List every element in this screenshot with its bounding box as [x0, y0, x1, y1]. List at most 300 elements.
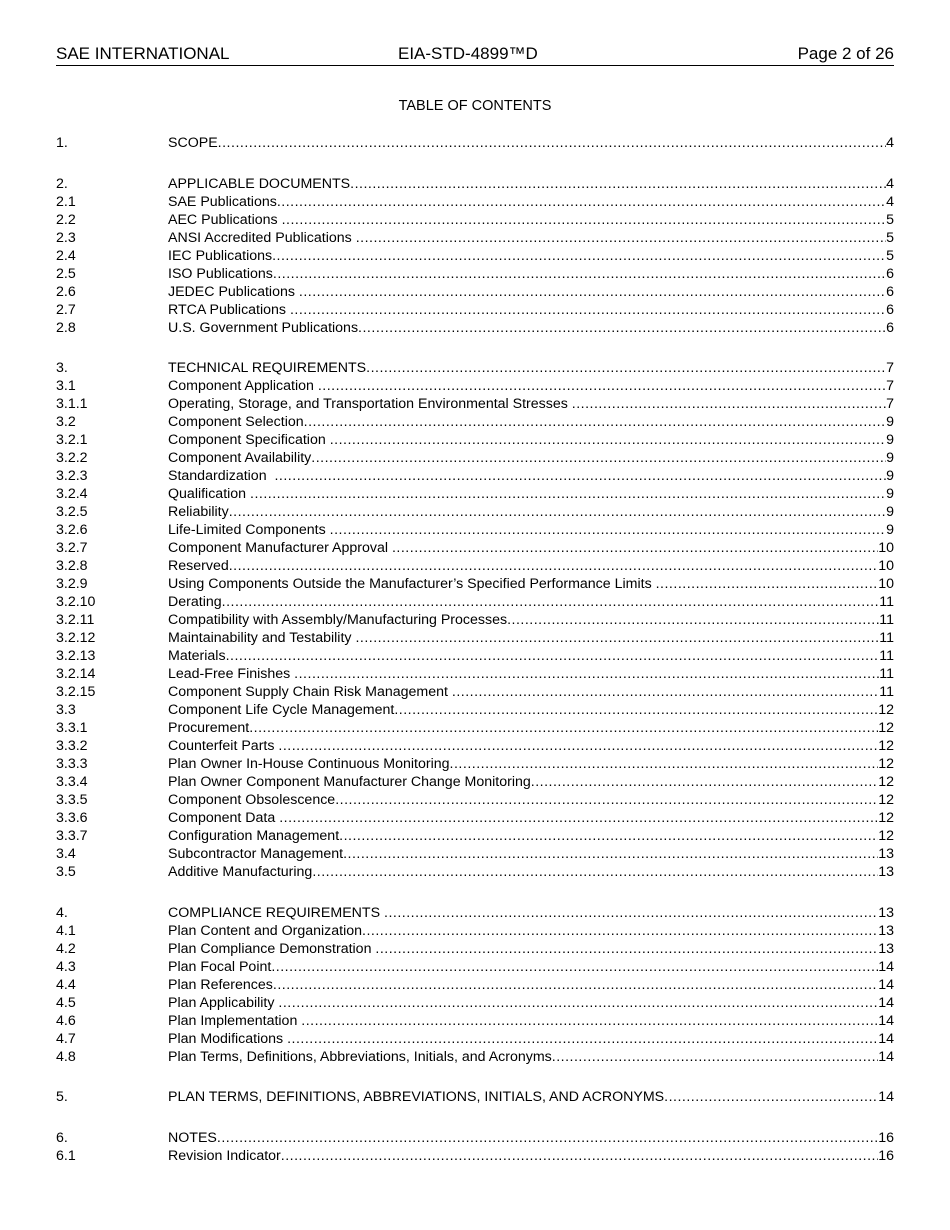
toc-entry-page: 13 [878, 904, 894, 921]
header-document-id: EIA-STD-4899™D [398, 44, 538, 63]
toc-entry-number: 2.6 [56, 283, 76, 300]
toc-dot-leader [311, 449, 886, 467]
toc-entry-title: AEC Publications [168, 211, 282, 228]
toc-entry-number: 3.5 [56, 864, 76, 880]
toc-dot-leader [362, 922, 878, 940]
toc-dot-leader [290, 301, 886, 319]
toc-entry-number: 2.1 [56, 193, 76, 210]
toc-dot-leader [394, 701, 878, 719]
toc-entry-line [168, 431, 894, 449]
toc-dot-leader [552, 1048, 878, 1066]
toc-entry-page: 13 [878, 922, 894, 939]
toc-entry-line [168, 719, 894, 737]
toc-dot-leader [366, 359, 886, 377]
toc-entry-number: 3.2.13 [56, 648, 96, 664]
toc-entry-title: Derating [168, 594, 222, 610]
toc-entry-number: 2.5 [56, 265, 76, 282]
toc-entry-number: 3.2.15 [56, 684, 96, 700]
toc-entry-line [168, 539, 894, 557]
toc-entry-number: 3.2.12 [56, 630, 96, 646]
toc-entry-line [168, 958, 894, 976]
toc-entry-line [168, 134, 894, 152]
toc-entry-title: Plan Implementation [168, 1012, 302, 1029]
toc-entry-number: 6.1 [56, 1147, 76, 1164]
toc-entry-number: 3. [56, 360, 68, 376]
toc-entry-title: Subcontractor Management [168, 846, 344, 862]
toc-entry-page: 12 [878, 828, 894, 844]
toc-entry-title: IEC Publications [168, 247, 273, 264]
toc-entry-title: TECHNICAL REQUIREMENTS [168, 360, 367, 376]
toc-dot-leader [318, 377, 886, 395]
toc-dot-leader [330, 521, 886, 539]
toc-entry [56, 319, 894, 337]
toc-dot-leader [384, 904, 878, 922]
toc-dot-leader [281, 1147, 878, 1165]
toc-entry-page: 5 [886, 229, 894, 246]
toc-dot-leader [279, 809, 878, 827]
toc-dot-leader [335, 791, 878, 809]
toc-entry-page: 9 [886, 432, 894, 448]
toc-entry-line [168, 211, 894, 229]
toc-entry-line [168, 904, 894, 922]
toc-dot-leader [355, 629, 879, 647]
toc-entry-line [168, 773, 894, 791]
toc-entry-number: 3.2.11 [56, 612, 95, 628]
toc-entry-line [168, 193, 894, 211]
toc-entry-page: 11 [879, 612, 894, 628]
toc-entry-line [168, 301, 894, 319]
toc-entry-line [168, 503, 894, 521]
toc-entry-page: 9 [886, 414, 894, 430]
toc-entry-number: 4.7 [56, 1030, 76, 1047]
toc-entry-page: 7 [886, 360, 894, 376]
toc-entry [56, 683, 894, 701]
toc-dot-leader [656, 575, 879, 593]
toc-entry-line [168, 976, 894, 994]
toc-entry [56, 994, 894, 1012]
toc-entry [56, 701, 894, 719]
toc-entry-line [168, 557, 894, 575]
toc-entry-number: 3.3.7 [56, 828, 88, 844]
toc-entry-title: U.S. Government Publications [168, 319, 359, 336]
toc-entry-title: COMPLIANCE REQUIREMENTS [168, 904, 384, 921]
toc-entry-line [168, 1048, 894, 1066]
toc-entry-line [168, 1030, 894, 1048]
toc-entry-number: 3.2 [56, 414, 76, 430]
toc-entry-page: 14 [878, 994, 894, 1011]
toc-entry-page: 9 [886, 522, 894, 538]
toc-entry-page: 4 [886, 175, 894, 192]
toc-entry [56, 265, 894, 283]
toc-entry-line [168, 265, 894, 283]
toc-dot-leader [392, 539, 878, 557]
toc-entry-page: 12 [878, 810, 894, 826]
toc-entry-number: 4.3 [56, 958, 76, 975]
toc-entry-title: Plan Modifications [168, 1030, 288, 1047]
toc-entry-line [168, 229, 894, 247]
toc-dot-leader [278, 737, 878, 755]
toc-entry-page: 12 [878, 792, 894, 808]
toc-entry-line [168, 377, 894, 395]
toc-dot-leader [273, 265, 886, 283]
toc-entry [56, 719, 894, 737]
toc-entry [56, 1129, 894, 1147]
toc-entry [56, 211, 894, 229]
toc-entry-title: ISO Publications [168, 265, 273, 282]
table-of-contents [56, 134, 894, 1165]
toc-entry-line [168, 593, 894, 611]
toc-entry-page: 4 [886, 135, 894, 151]
toc-entry-line [168, 863, 894, 881]
toc-entry [56, 629, 894, 647]
toc-entry [56, 863, 894, 881]
toc-entry-number: 4.2 [56, 940, 76, 957]
toc-entry-line [168, 611, 894, 629]
toc-entry-page: 11 [879, 594, 894, 610]
toc-entry-title: Plan Focal Point [168, 958, 272, 975]
toc-entry-title: Component Life Cycle Management [168, 702, 395, 718]
toc-dot-leader [664, 1088, 878, 1106]
toc-entry-number: 4. [56, 904, 68, 921]
toc-entry-title: Plan Owner Component Manufacturer Change Monitoring [168, 774, 531, 790]
toc-entry-line [168, 940, 894, 958]
toc-dot-leader [350, 175, 886, 193]
toc-entry-page: 10 [878, 540, 894, 556]
toc-entry-title: Compatibility with Assembly/Manufacturing Processes [168, 612, 508, 628]
toc-entry-page: 14 [878, 1048, 894, 1065]
toc-entry-number: 2.4 [56, 247, 76, 264]
toc-dot-leader [287, 1030, 878, 1048]
toc-entry-title: Additive Manufacturing [168, 864, 313, 880]
toc-entry-line [168, 1147, 894, 1165]
toc-entry-line [168, 994, 894, 1012]
toc-entry-page: 5 [886, 247, 894, 264]
toc-dot-leader [343, 845, 878, 863]
toc-entry-title: Life-Limited Components [168, 522, 330, 538]
toc-entry-title: Component Application [168, 378, 318, 394]
toc-entry [56, 247, 894, 265]
toc-entry-page: 11 [879, 684, 894, 700]
toc-entry-number: 2.2 [56, 211, 76, 228]
toc-entry-line [168, 791, 894, 809]
toc-dot-leader [304, 413, 886, 431]
toc-entry-line [168, 737, 894, 755]
toc-entry-title: Using Components Outside the Manufacturer’s Specified Performance Limits [168, 576, 656, 592]
toc-dot-leader [217, 1129, 878, 1147]
toc-entry-number: 3.2.7 [56, 540, 88, 556]
toc-entry-title: Component Selection [168, 414, 304, 430]
toc-entry-page: 16 [878, 1129, 894, 1146]
toc-entry-line [168, 665, 894, 683]
toc-entry-title: Plan Owner In-House Continuous Monitoring [168, 756, 450, 772]
toc-entry-page: 9 [886, 468, 894, 484]
toc-entry [56, 611, 894, 629]
toc-entry-number: 2.7 [56, 301, 76, 318]
toc-dot-leader [301, 1012, 878, 1030]
toc-dot-leader [358, 319, 886, 337]
toc-entry-number: 3.2.4 [56, 486, 88, 502]
toc-entry-title: Lead-Free Finishes [168, 666, 295, 682]
page-header [56, 44, 894, 66]
toc-entry-number: 3.3.3 [56, 756, 88, 772]
toc-entry [56, 827, 894, 845]
toc-entry [56, 301, 894, 319]
toc-entry-line [168, 283, 894, 301]
toc-entry-page: 12 [878, 720, 894, 736]
toc-entry [56, 755, 894, 773]
toc-dot-leader [294, 665, 879, 683]
toc-entry-page: 5 [886, 211, 894, 228]
toc-entry-page: 6 [886, 283, 894, 300]
toc-entry-number: 3.2.8 [56, 558, 88, 574]
toc-dot-leader [452, 683, 879, 701]
toc-entry-title: Materials [168, 648, 226, 664]
toc-dot-leader [271, 958, 878, 976]
toc-entry-page: 6 [886, 301, 894, 318]
toc-dot-leader [218, 134, 886, 152]
toc-entry [56, 593, 894, 611]
toc-entry [56, 845, 894, 863]
toc-entry [56, 229, 894, 247]
toc-entry-page: 14 [878, 1089, 894, 1105]
toc-entry-title: Configuration Management [168, 828, 340, 844]
toc-entry-page: 13 [878, 864, 894, 880]
toc-entry-number: 3.2.2 [56, 450, 88, 466]
toc-entry [56, 359, 894, 377]
toc-entry [56, 134, 894, 152]
toc-entry-line [168, 1012, 894, 1030]
toc-entry-title: JEDEC Publications [168, 283, 299, 300]
toc-entry-number: 3.2.3 [56, 468, 88, 484]
toc-entry-title: RTCA Publications [168, 301, 290, 318]
toc-entry-line [168, 485, 894, 503]
toc-entry-number: 6. [56, 1129, 68, 1146]
toc-entry-page: 9 [886, 486, 894, 502]
toc-entry [56, 503, 894, 521]
toc-entry-title: ANSI Accredited Publications [168, 229, 356, 246]
toc-entry [56, 431, 894, 449]
toc-entry [56, 539, 894, 557]
toc-entry-page: 10 [878, 558, 894, 574]
toc-entry-number: 3.3.4 [56, 774, 88, 790]
toc-entry-line [168, 175, 894, 193]
toc-entry-number: 3.2.5 [56, 504, 88, 520]
toc-dot-leader [277, 193, 886, 211]
toc-entry-number: 3.3.1 [56, 720, 88, 736]
toc-entry-page: 6 [886, 319, 894, 336]
toc-entry [56, 976, 894, 994]
toc-entry-title: Standardization [168, 468, 275, 484]
toc-entry-line [168, 319, 894, 337]
toc-entry-title: Qualification [168, 486, 251, 502]
toc-dot-leader [330, 431, 886, 449]
toc-entry-number: 1. [56, 135, 68, 151]
toc-entry-page: 11 [879, 648, 894, 664]
toc-entry-page: 9 [886, 504, 894, 520]
toc-dot-leader [507, 611, 879, 629]
header-page-number: Page 2 of 26 [797, 44, 894, 63]
toc-entry [56, 449, 894, 467]
toc-entry [56, 175, 894, 193]
toc-entry-number: 3.3.2 [56, 738, 88, 754]
toc-dot-leader [222, 593, 880, 611]
toc-entry-number: 3.2.1 [56, 432, 88, 448]
toc-dot-leader [450, 755, 879, 773]
toc-entry-title: SAE Publications [168, 193, 277, 210]
toc-entry-line [168, 827, 894, 845]
toc-entry [56, 1012, 894, 1030]
toc-entry-number: 3.3.6 [56, 810, 88, 826]
toc-entry-title: Component Specification [168, 432, 330, 448]
toc-entry-page: 9 [886, 450, 894, 466]
toc-entry-title: SCOPE [168, 135, 218, 151]
toc-entry-title: Component Supply Chain Risk Management [168, 684, 452, 700]
toc-dot-leader [229, 557, 878, 575]
toc-dot-leader [375, 940, 878, 958]
toc-entry-number: 3.3 [56, 702, 76, 718]
toc-entry-number: 3.1.1 [56, 396, 88, 412]
toc-entry [56, 557, 894, 575]
toc-entry-page: 14 [878, 1012, 894, 1029]
toc-entry-title: Counterfeit Parts [168, 738, 279, 754]
toc-entry-page: 7 [886, 378, 894, 394]
toc-dot-leader [274, 467, 886, 485]
toc-entry [56, 377, 894, 395]
toc-entry-number: 3.2.9 [56, 576, 88, 592]
toc-entry [56, 1147, 894, 1165]
toc-dot-leader [282, 211, 886, 229]
toc-entry-line [168, 809, 894, 827]
toc-entry-page: 4 [886, 193, 894, 210]
toc-entry-line [168, 413, 894, 431]
toc-entry-title: APPLICABLE DOCUMENTS [168, 175, 351, 192]
toc-entry [56, 467, 894, 485]
toc-entry-number: 3.2.14 [56, 666, 96, 682]
toc-entry [56, 773, 894, 791]
toc-entry [56, 193, 894, 211]
toc-entry-line [168, 359, 894, 377]
toc-entry [56, 575, 894, 593]
toc-entry-line [168, 247, 894, 265]
toc-dot-leader [226, 647, 880, 665]
toc-entry-number: 4.6 [56, 1012, 76, 1029]
toc-entry [56, 521, 894, 539]
toc-entry [56, 1030, 894, 1048]
toc-entry-title: Component Availability [168, 450, 312, 466]
toc-entry-title: Procurement [168, 720, 250, 736]
toc-dot-leader [273, 976, 878, 994]
toc-entry [56, 647, 894, 665]
toc-entry-number: 4.5 [56, 994, 76, 1011]
toc-entry-line [168, 647, 894, 665]
toc-entry-line [168, 683, 894, 701]
toc-entry-page: 14 [878, 976, 894, 993]
toc-entry [56, 665, 894, 683]
toc-entry-line [168, 701, 894, 719]
toc-entry [56, 737, 894, 755]
toc-entry-title: PLAN TERMS, DEFINITIONS, ABBREVIATIONS, INITIALS, AND ACRONYMS [168, 1089, 665, 1105]
toc-entry-number: 4.4 [56, 976, 76, 993]
toc-dot-leader [250, 485, 886, 503]
toc-entry-title: Reserved [168, 558, 229, 574]
toc-dot-leader [572, 395, 886, 413]
toc-entry-line [168, 395, 894, 413]
toc-entry-number: 3.4 [56, 846, 76, 862]
toc-entry-line [168, 845, 894, 863]
toc-entry-number: 5. [56, 1089, 68, 1105]
toc-entry-page: 6 [886, 265, 894, 282]
toc-dot-leader [356, 229, 886, 247]
toc-entry [56, 958, 894, 976]
toc-entry-page: 13 [878, 846, 894, 862]
toc-entry-page: 10 [878, 576, 894, 592]
toc-entry-page: 14 [878, 958, 894, 975]
toc-entry-title: Revision Indicator [168, 1147, 281, 1164]
toc-entry-page: 13 [878, 940, 894, 957]
toc-entry-number: 4.1 [56, 922, 76, 939]
toc-entry-line [168, 575, 894, 593]
toc-entry-page: 11 [879, 630, 894, 646]
toc-entry [56, 395, 894, 413]
toc-entry-title: Plan Applicability [168, 994, 279, 1011]
toc-dot-leader [312, 863, 878, 881]
toc-entry-title: NOTES [168, 1129, 217, 1146]
toc-entry-line [168, 1129, 894, 1147]
toc-dot-leader [272, 247, 886, 265]
toc-entry-page: 12 [878, 738, 894, 754]
toc-entry [56, 283, 894, 301]
toc-entry-number: 3.1 [56, 378, 76, 394]
toc-dot-leader [229, 503, 886, 521]
toc-dot-leader [531, 773, 878, 791]
toc-entry-title: Reliability [168, 504, 229, 520]
toc-entry [56, 940, 894, 958]
toc-entry-title: Plan Terms, Definitions, Abbreviations, Initials, and Acronyms [168, 1048, 552, 1065]
toc-dot-leader [278, 994, 878, 1012]
toc-entry-page: 7 [886, 396, 894, 412]
toc-entry-page: 12 [878, 756, 894, 772]
toc-entry-title: Plan Compliance Demonstration [168, 940, 376, 957]
toc-dot-leader [339, 827, 878, 845]
toc-entry-number: 2.3 [56, 229, 76, 246]
toc-entry-line [168, 922, 894, 940]
toc-dot-leader [299, 283, 886, 301]
toc-entry-page: 14 [878, 1030, 894, 1047]
toc-entry-line [168, 521, 894, 539]
toc-entry-page: 12 [878, 702, 894, 718]
header-organization: SAE INTERNATIONAL [56, 44, 230, 63]
toc-entry-title: Maintainability and Testability [168, 630, 356, 646]
toc-entry-line [168, 755, 894, 773]
toc-entry-title: Plan References [168, 976, 273, 993]
toc-entry-title: Operating, Storage, and Transportation Environmental Stresses [168, 396, 572, 412]
toc-entry [56, 1048, 894, 1066]
toc-entry-number: 2.8 [56, 319, 76, 336]
toc-entry-page: 16 [878, 1147, 894, 1164]
toc-entry [56, 791, 894, 809]
toc-entry-page: 12 [878, 774, 894, 790]
toc-entry [56, 809, 894, 827]
toc-entry-page: 11 [879, 666, 894, 682]
toc-entry-title: Plan Content and Organization [168, 922, 363, 939]
toc-entry-title: Component Obsolescence [168, 792, 336, 808]
toc-entry [56, 904, 894, 922]
toc-entry [56, 922, 894, 940]
toc-entry-number: 3.3.5 [56, 792, 88, 808]
toc-entry-number: 3.2.10 [56, 594, 96, 610]
toc-entry-line [168, 467, 894, 485]
toc-entry-line [168, 1088, 894, 1106]
